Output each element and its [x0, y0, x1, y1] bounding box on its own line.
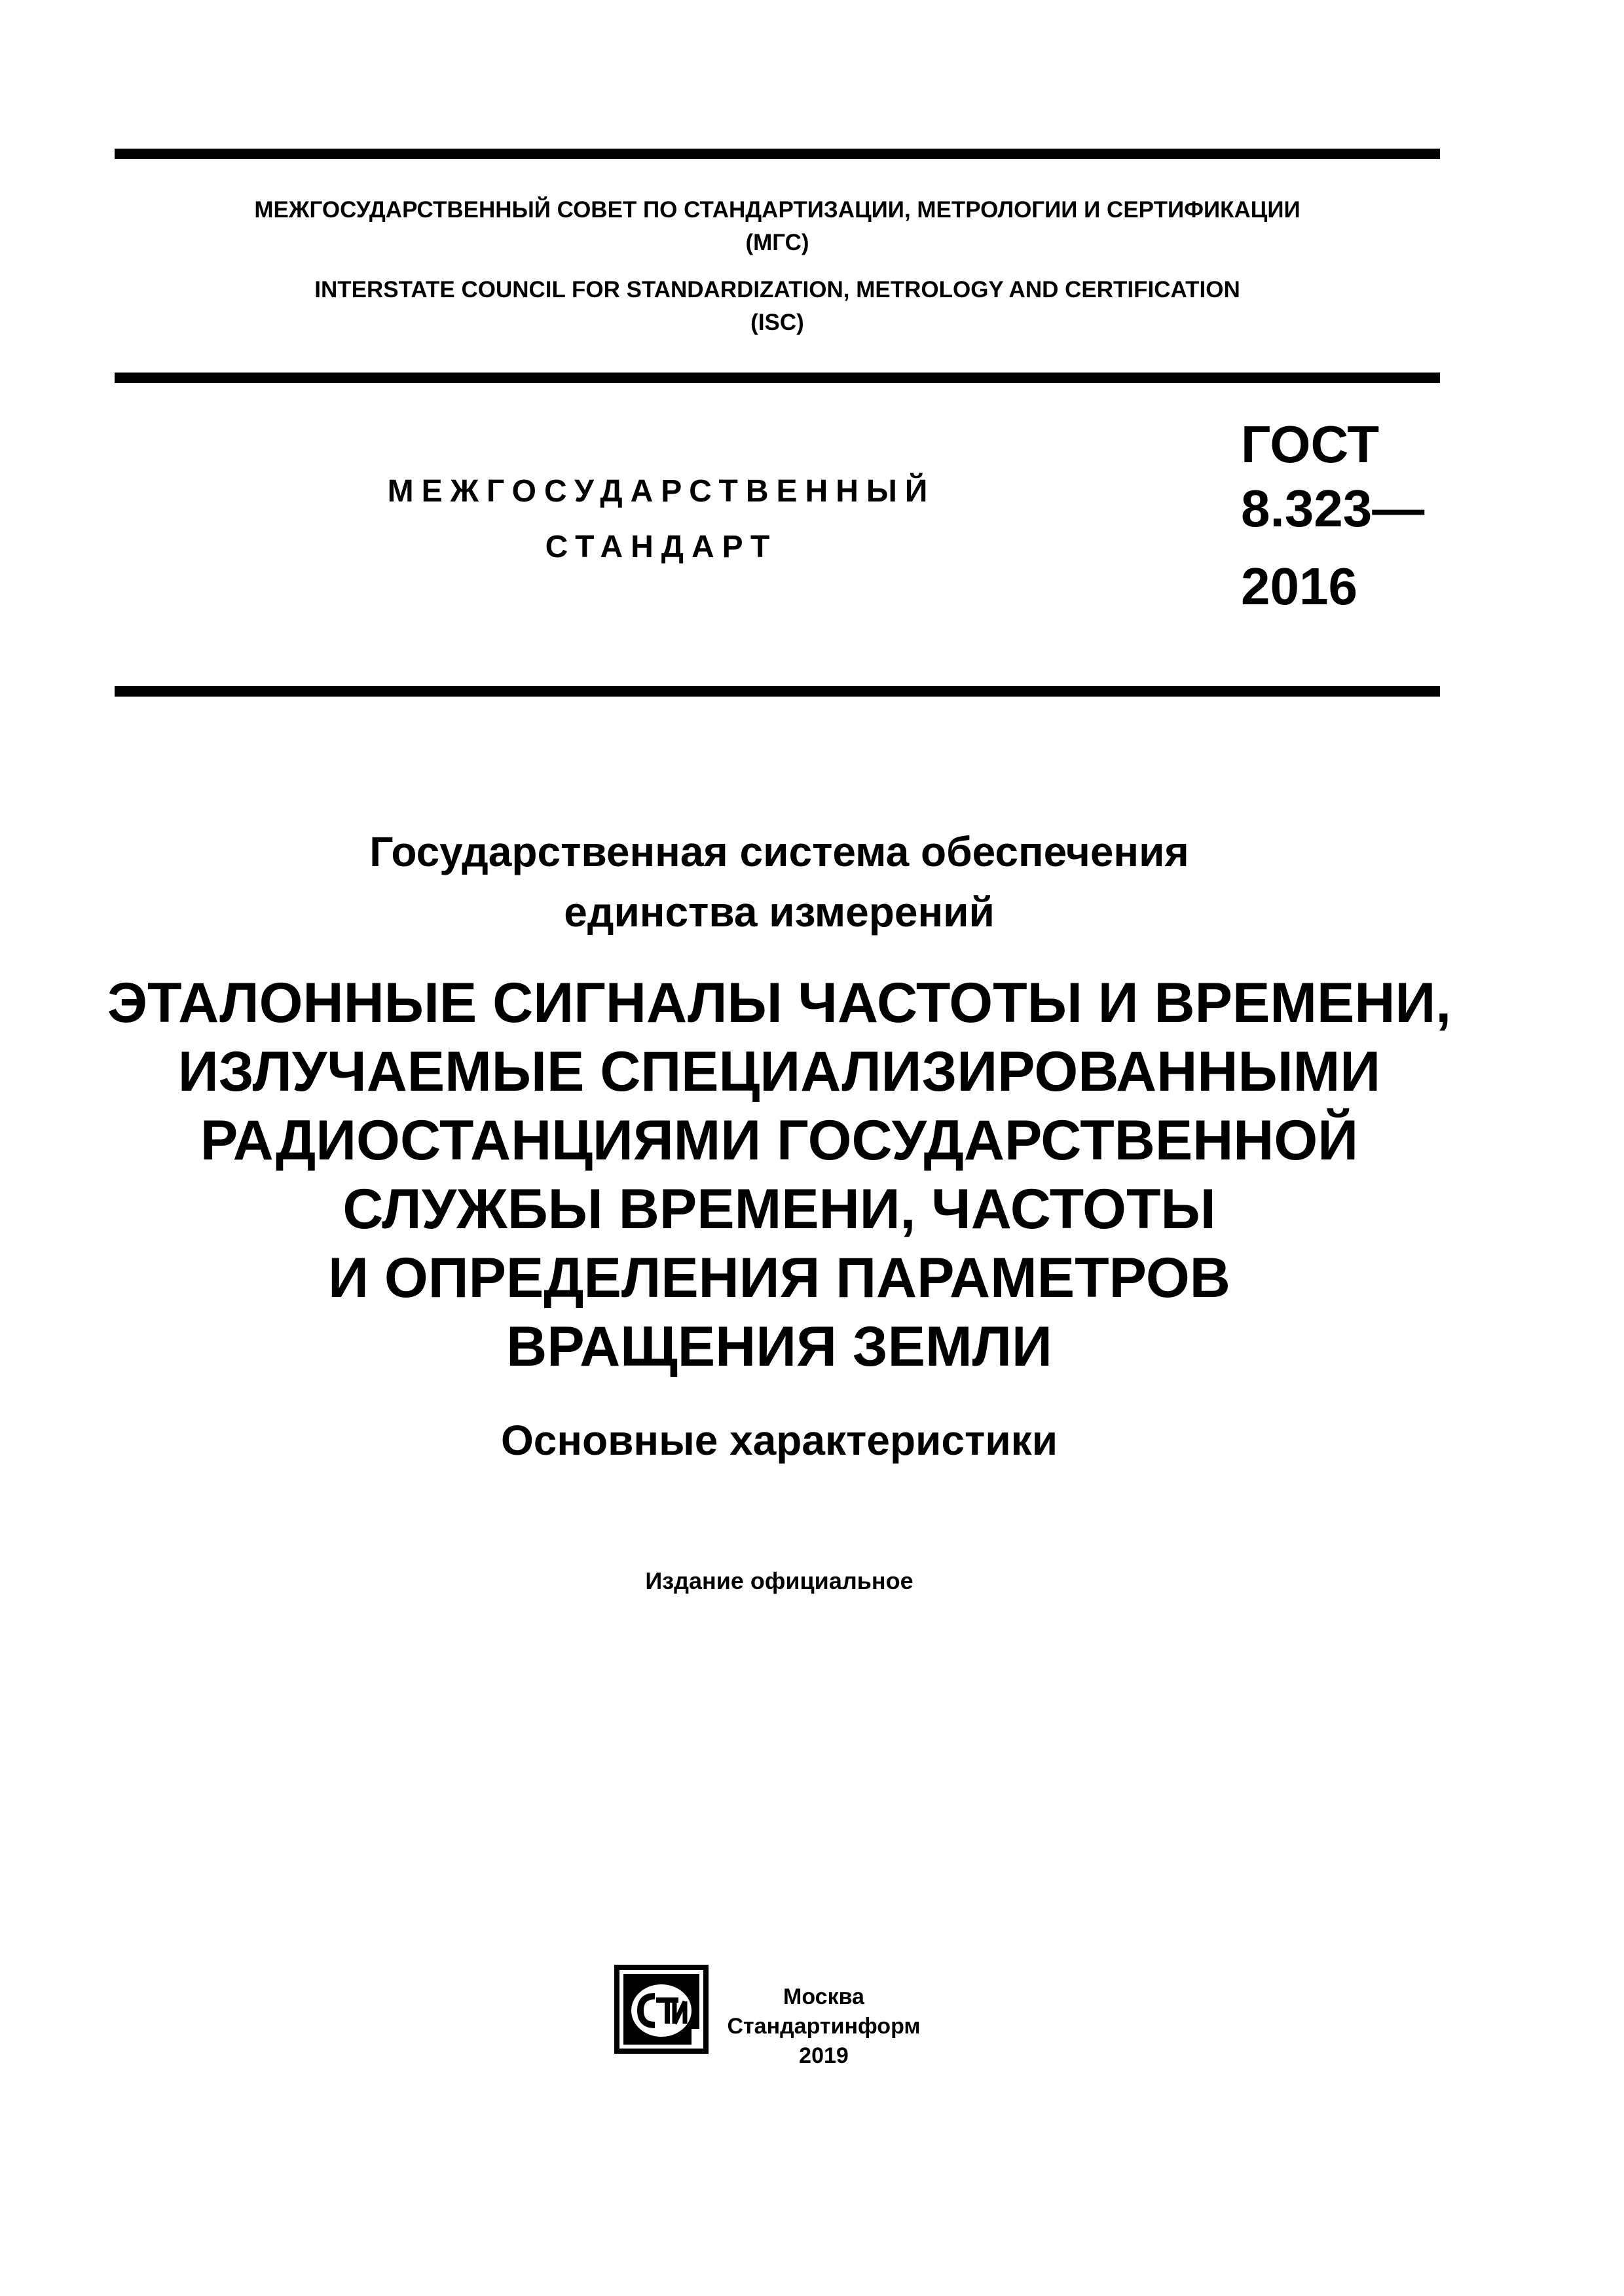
bottom-rule [115, 686, 1440, 697]
publisher-block [726, 1982, 922, 2071]
title-line: СЛУЖБЫ ВРЕМЕНИ, ЧАСТОТЫ [342, 1178, 1216, 1241]
council-en-header [115, 274, 1440, 339]
document-subtitle: Основные характеристики [500, 1417, 1058, 1464]
standard-type-line1: МЕЖГОСУДАРСТВЕННЫЙ [387, 474, 936, 509]
title-line: ЭТАЛОННЫЕ СИГНАЛЫ ЧАСТОТЫ И ВРЕМЕНИ, [107, 972, 1452, 1034]
document-title [79, 969, 1480, 1381]
council-ru-name: МЕЖГОСУДАРСТВЕННЫЙ СОВЕТ ПО СТАНДАРТИЗАЦИИ, МЕТРОЛОГИИ И СЕРТИФИКАЦИИ [254, 197, 1301, 223]
publisher-city: Москва [783, 1984, 864, 2009]
gost-label: ГОСТ [1241, 415, 1380, 473]
gost-year: 2016 [1241, 557, 1357, 615]
standartinform-logo-icon [614, 1965, 709, 2054]
publisher-name: Стандартинформ [727, 2014, 921, 2039]
gost-number: 8.323— [1241, 479, 1425, 538]
edition-note: Издание официальное [645, 1567, 913, 1594]
publisher-year: 2019 [799, 2043, 849, 2068]
council-ru-abbr: (МГС) [745, 230, 809, 255]
series-heading [79, 822, 1480, 942]
series-line1: Государственная система обеспечения [369, 828, 1189, 875]
title-line: И ОПРЕДЕЛЕНИЯ ПАРАМЕТРОВ [328, 1247, 1230, 1309]
standard-type-line2: СТАНДАРТ [545, 530, 778, 564]
title-line: ВРАЩЕНИЯ ЗЕМЛИ [506, 1315, 1052, 1378]
title-line: РАДИОСТАНЦИЯМИ ГОСУДАРСТВЕННОЙ [200, 1109, 1359, 1172]
standard-type [354, 464, 969, 575]
top-rule [115, 149, 1440, 159]
council-ru-header [115, 194, 1440, 259]
council-en-abbr: (ISC) [750, 310, 804, 335]
middle-rule [115, 373, 1440, 383]
series-line2: единства измерений [564, 888, 995, 936]
council-en-name: INTERSTATE COUNCIL FOR STANDARDIZATION, METROLOGY AND CERTIFICATION [314, 277, 1240, 302]
title-line: ИЗЛУЧАЕМЫЕ СПЕЦИАЛИЗИРОВАННЫМИ [177, 1040, 1381, 1103]
